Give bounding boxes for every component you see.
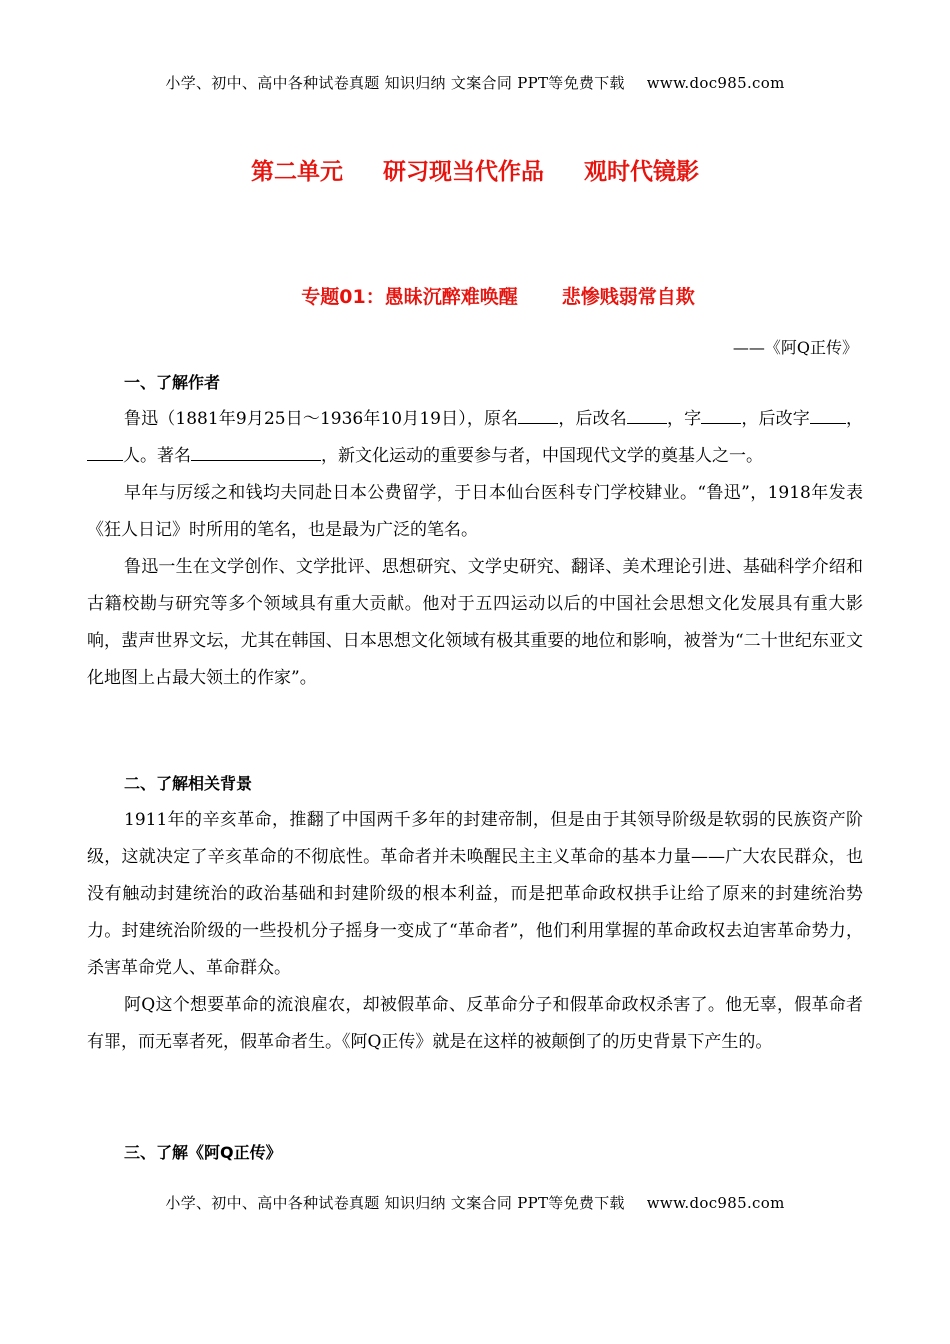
- unit-title: [0, 153, 950, 186]
- paragraph: [87, 401, 863, 475]
- footer-url[interactable]: www.doc985.com: [646, 1194, 785, 1212]
- unit-title-part3: 观时代镜影: [584, 159, 699, 185]
- section-heading: 一、了解作者: [124, 373, 221, 392]
- work-subtitle: ——《阿Q正传》: [732, 338, 858, 357]
- paragraph: 1911年的辛亥革命，推翻了中国两千多年的封建帝制，但是由于其领导阶级是软弱的民族资产阶级，这就决定了辛亥革命的不彻底性。革命者并未唤醒民主主义革命的基本力量——广大农民群众，也没有触动封建统治的政治基础和封建阶级的根本利益，而是把革命政权拱手让给了原来的封建统治势力。封建统治阶级的一些投机分子摇身一变成了“革命者”，他们利用掌握的革命政权去迫害革命势力，杀害革命党人、革命群众。: [87, 810, 863, 978]
- fill-blank[interactable]: [518, 405, 558, 424]
- paragraph: 早年与厉绥之和钱均夫同赴日本公费留学，于日本仙台医科专门学校肄业。“鲁迅”，1918年发表《狂人日记》时所用的笔名，也是最为广泛的笔名。: [87, 483, 863, 540]
- page-footer: [0, 1192, 950, 1213]
- header-url[interactable]: www.doc985.com: [646, 74, 785, 92]
- unit-title-part2: 研习现当代作品: [383, 159, 544, 185]
- fill-blank[interactable]: [701, 405, 741, 424]
- fill-blank[interactable]: [87, 442, 123, 461]
- section-background: [87, 765, 863, 1061]
- section-author: [87, 364, 863, 697]
- text-run: ，后改名: [558, 409, 627, 429]
- text-run: ，: [845, 409, 863, 429]
- paragraph: 鲁迅一生在文学创作、文学批评、思想研究、文学史研究、翻译、美术理论引进、基础科学介绍和古籍校勘与研究等多个领域具有重大贡献。他对于五四运动以后的中国社会思想文化发展具有重大影响，蜚声世界文坛，尤其在韩国、日本思想文化领域有极其重要的地位和影响，被誉为“二十世纪东亚文化地图上占最大领土的作家”。: [87, 557, 863, 688]
- unit-title-part1: 第二单元: [251, 159, 343, 185]
- page-header: [0, 72, 950, 93]
- fill-blank[interactable]: [191, 442, 321, 461]
- text-run: 鲁迅（1881年9月25日～1936年10月19日），原名: [124, 409, 519, 429]
- topic-title-part2: 悲惨贱弱常自欺: [561, 286, 695, 308]
- paragraph: 阿Q这个想要革命的流浪雇农，却被假革命、反革命分子和假革命政权杀害了。他无辜，假革命者有罪，而无辜者死，假革命者生。《阿Q正传》就是在这样的被颠倒了的历史背景下产生的。: [87, 995, 863, 1052]
- text-run: 人。著名: [123, 446, 191, 466]
- section-work: [87, 1134, 863, 1171]
- section-heading: 三、了解《阿Q正传》: [124, 1143, 282, 1162]
- text-run: ，后改字: [741, 409, 810, 429]
- text-run: ，字: [666, 409, 702, 429]
- fill-blank[interactable]: [627, 405, 667, 424]
- fill-blank[interactable]: [810, 405, 846, 424]
- footer-text: 小学、初中、高中各种试卷真题 知识归纳 文案合同 PPT等免费下载: [165, 1194, 625, 1212]
- text-run: ，新文化运动的重要参与者，中国现代文学的奠基人之一。: [321, 446, 763, 466]
- topic-title-part1: 专题01：愚昧沉醉难唤醒: [301, 286, 518, 308]
- topic-title: [0, 282, 950, 309]
- section-heading: 二、了解相关背景: [124, 774, 253, 793]
- header-text: 小学、初中、高中各种试卷真题 知识归纳 文案合同 PPT等免费下载: [165, 74, 625, 92]
